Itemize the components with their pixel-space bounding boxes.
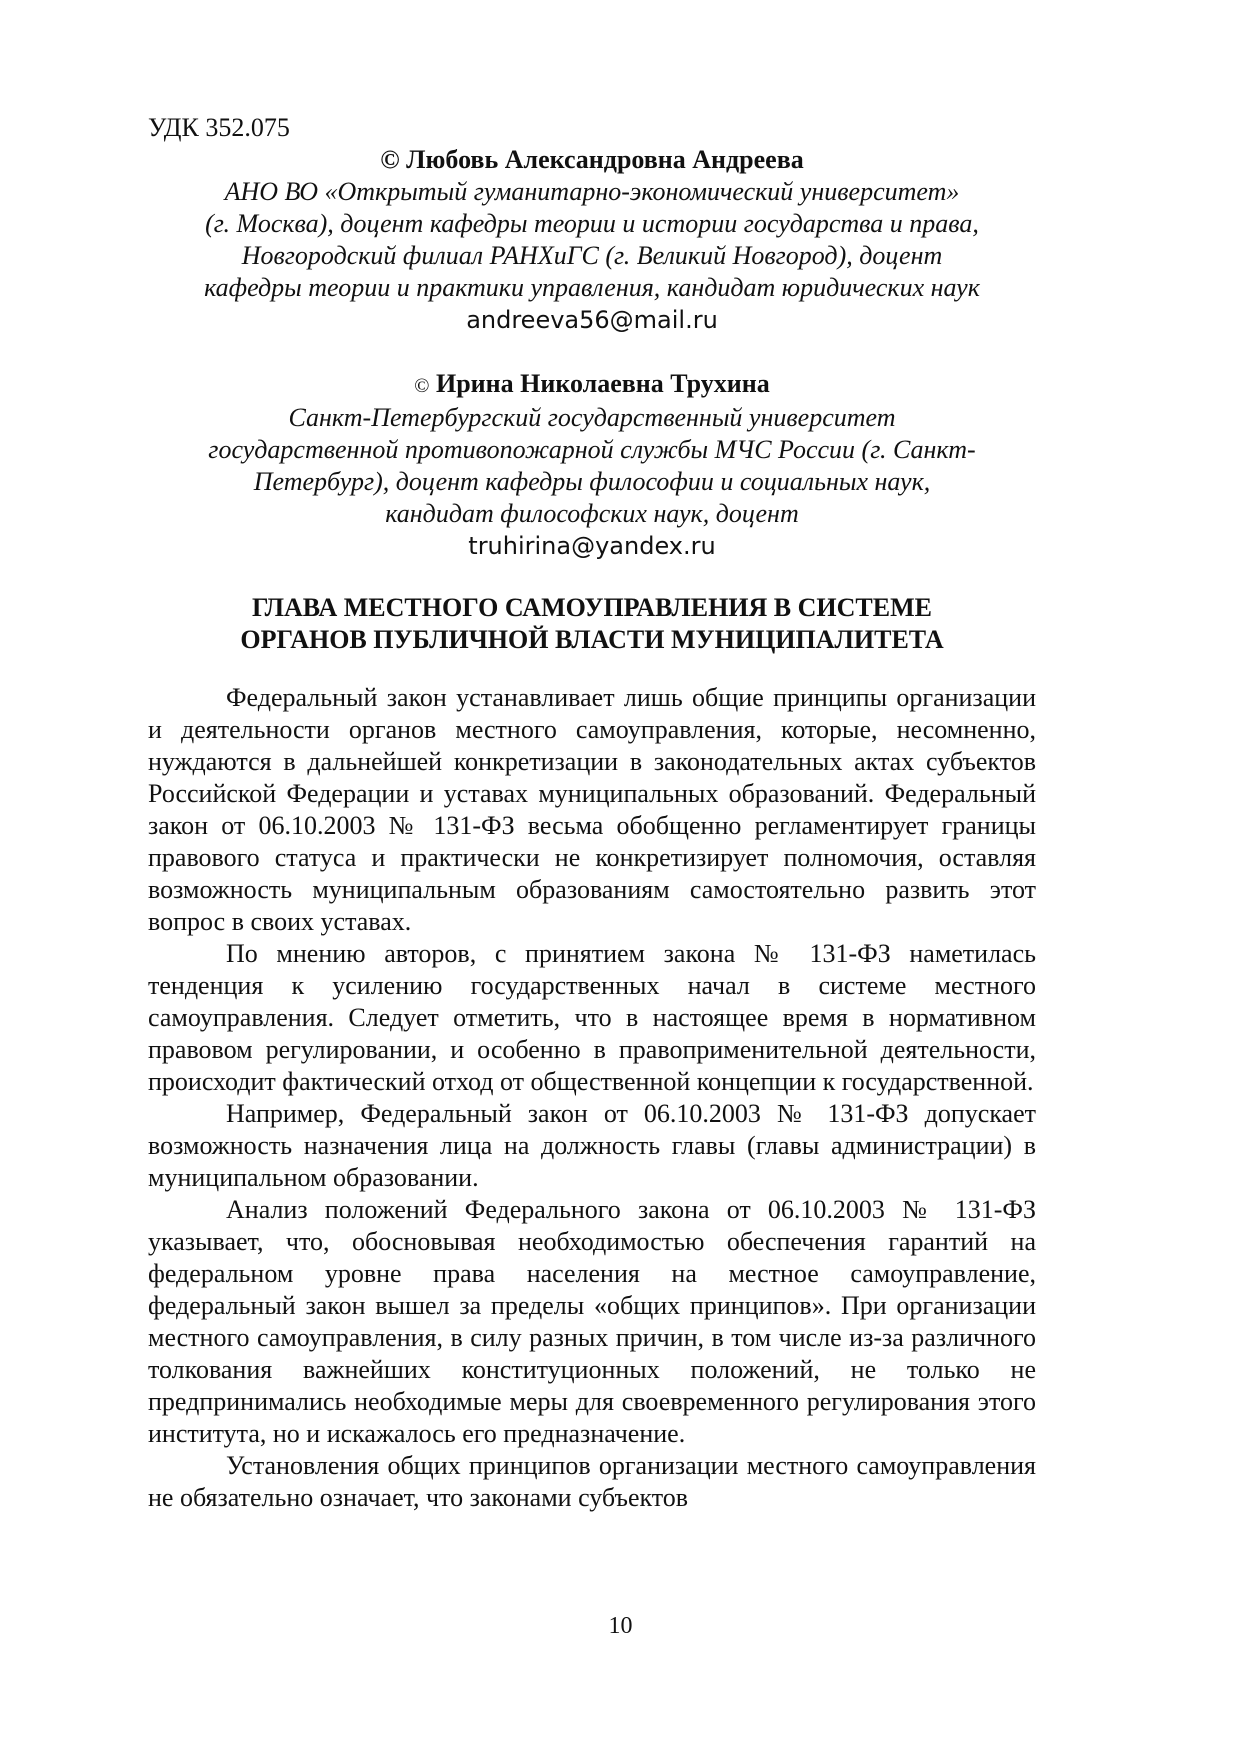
page-number: 10 xyxy=(608,1613,633,1639)
copyright-symbol: © xyxy=(414,375,430,397)
author-name-text: Ирина Николаевна Трухина xyxy=(435,369,770,398)
udk-code: УДК 352.075 xyxy=(148,113,290,142)
body-paragraph: Федеральный закон устанавливает лишь общие принципы организации и деятельности органов местного самоуправления, которые, несомненно, нуждаются в дальнейшей конкретизации в законодательных актах субъектов Российской Федерации и уставах муниципальных образований. Федеральный закон от 06.10.2003 № 131-ФЗ весьма обобщенно регламентирует границы правового статуса и практически не конкретизирует полномочия, оставляя возможность муниципальным образованиям самостоятельно развить этот вопрос в своих уставах. xyxy=(148,683,1036,936)
article-title-line: ОРГАНОВ ПУБЛИЧНОЙ ВЛАСТИ МУНИЦИПАЛИТЕТА xyxy=(240,625,944,654)
author-email-1: andreeva56@mail.ru xyxy=(466,306,718,334)
body-paragraph: По мнению авторов, с принятием закона № 131-ФЗ наметилась тенденция к усилению государственных начал в системе местного самоуправления. Следует отметить, что в настоящее время в нормативном правовом регулировании, и особенно в правоприменительной деятельности, происходит фактический отход от общественной концепции к государственной. xyxy=(148,939,1036,1096)
article-title xyxy=(148,592,1036,656)
document-page xyxy=(148,112,1036,1514)
affiliation-line: Новгородский филиал РАНХиГС (г. Великий Новгород), доцент xyxy=(241,241,943,270)
author-name-2 xyxy=(148,368,1036,402)
affiliation-line: кафедры теории и практики управления, кандидат юридических наук xyxy=(204,273,980,302)
body-paragraph: Например, Федеральный закон от 06.10.2003 № 131-ФЗ допускает возможность назначения лица на должность главы (главы администрации) в муниципальном образовании. xyxy=(148,1099,1036,1192)
affiliation-line: Санкт-Петербургский государственный университет xyxy=(288,403,896,432)
author-affiliation-2 xyxy=(148,402,1036,530)
affiliation-line: государственной противопожарной службы МЧС России (г. Санкт- xyxy=(208,435,976,464)
affiliation-line: кандидат философских наук, доцент xyxy=(385,499,799,528)
copyright-symbol: © xyxy=(380,145,400,174)
affiliation-line: (г. Москва), доцент кафедры теории и истории государства и права, xyxy=(205,209,979,238)
author-block-2 xyxy=(148,368,1036,562)
affiliation-line: АНО ВО «Открытый гуманитарно-экономический университет» xyxy=(224,177,960,206)
body-paragraph: Анализ положений Федерального закона от 06.10.2003 № 131-ФЗ указывает, что, обосновывая необходимостью обеспечения гарантий на федеральном уровне права населения на местное самоуправление, федеральный закон вышел за пределы «общих принципов». При организации местного самоуправления, в силу разных причин, в том числе из-за различного толкования важнейших конституционных положений, не только не предпринимались необходимые меры для своевременного регулирования этого института, но и искажалось его предназначение. xyxy=(148,1195,1036,1448)
body-paragraph: Установления общих принципов организации местного самоуправления не обязательно означает, что законами субъектов xyxy=(148,1451,1036,1512)
author-name-text: Любовь Александровна Андреева xyxy=(406,145,804,174)
author-name-1 xyxy=(148,144,1036,176)
author-email-2: truhirina@yandex.ru xyxy=(468,532,716,560)
author-spacer xyxy=(148,336,1036,368)
article-body xyxy=(148,682,1036,1514)
affiliation-line: Петербург), доцент кафедры философии и социальных наук, xyxy=(253,467,931,496)
author-block-1 xyxy=(148,144,1036,336)
author-affiliation-1 xyxy=(148,176,1036,304)
article-title-line: ГЛАВА МЕСТНОГО САМОУПРАВЛЕНИЯ В СИСТЕМЕ xyxy=(252,593,932,622)
